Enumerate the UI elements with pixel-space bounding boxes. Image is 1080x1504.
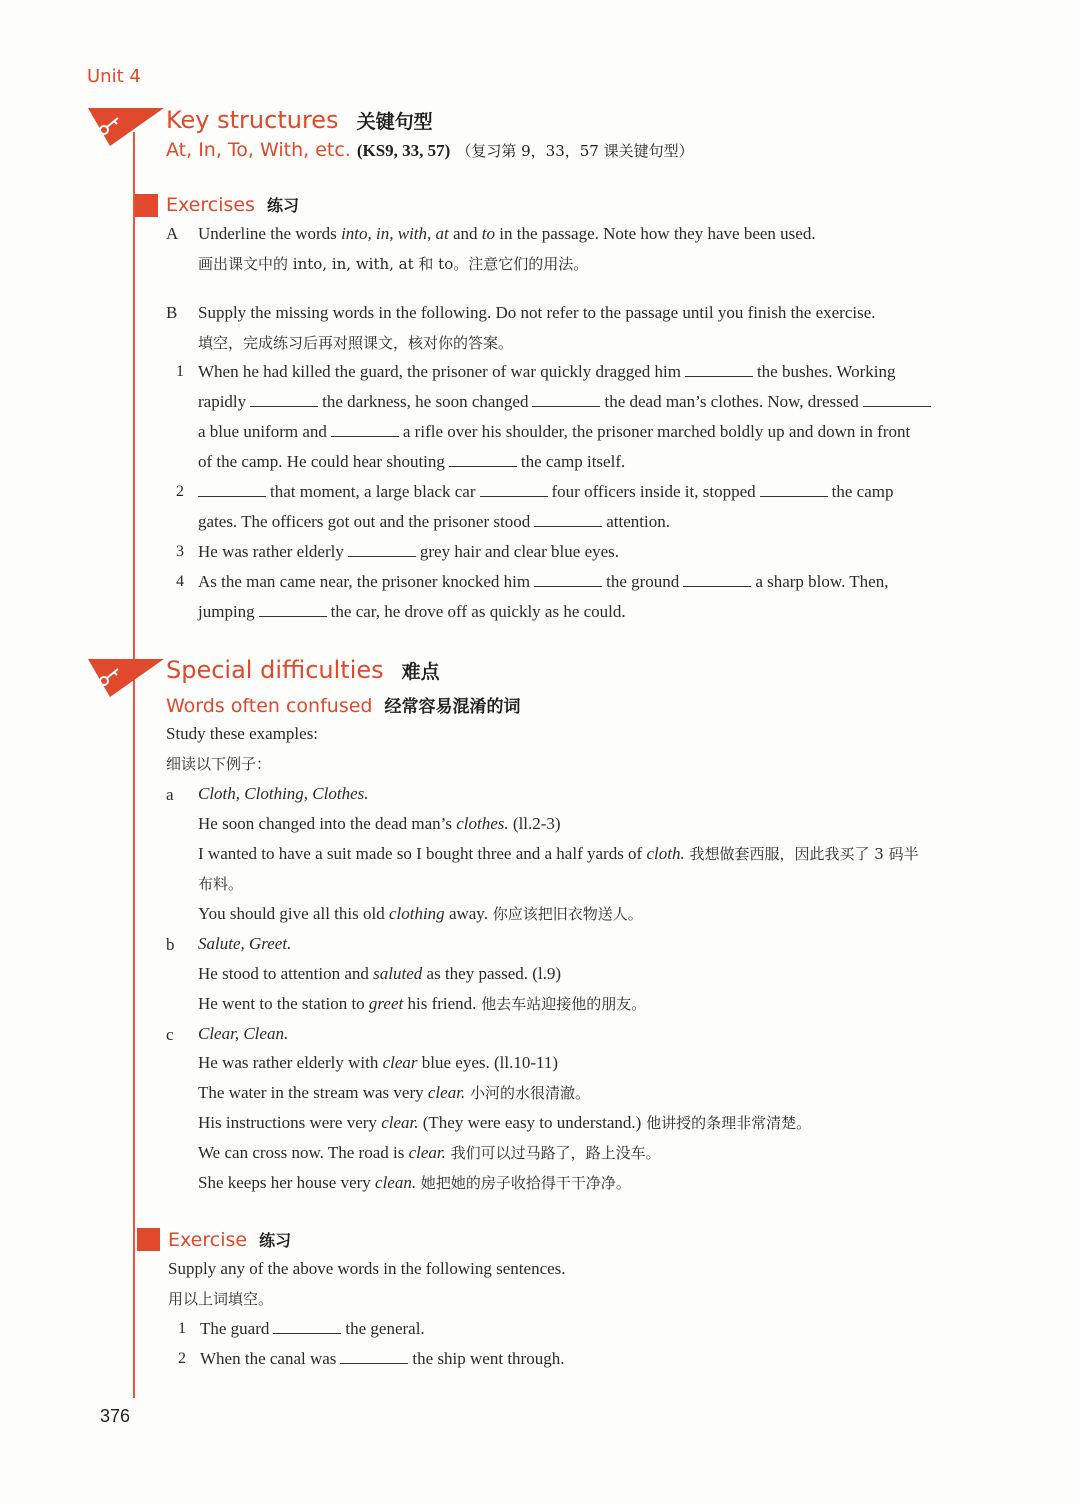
- item-number: 2: [178, 1350, 186, 1367]
- fill-blank[interactable]: [331, 422, 399, 437]
- special-subheading: [166, 692, 520, 717]
- text: to: [481, 224, 496, 243]
- fill-blank[interactable]: [863, 392, 931, 407]
- text: The water in the stream was very: [198, 1083, 428, 1102]
- key-structures-ref: (KS9, 33, 57): [356, 141, 451, 160]
- text: clear.: [408, 1143, 446, 1162]
- special-intro: Study these examples:: [166, 724, 319, 743]
- text: He stood to attention and: [198, 964, 374, 983]
- text: grey hair and clear blue eyes.: [419, 542, 620, 561]
- margin-rule: [133, 132, 135, 1398]
- exercise-a-instruction: [198, 219, 816, 249]
- item-number: 2: [176, 483, 184, 500]
- special-intro-cn: 细读以下例子：: [166, 755, 272, 773]
- text: the dead man’s clothes. Now, dressed: [604, 392, 859, 411]
- example-b-label: b: [166, 935, 175, 954]
- fill-blank[interactable]: [259, 602, 327, 617]
- text: Clear, Clean.: [198, 1024, 289, 1043]
- special-sub: Words often confused: [166, 695, 373, 717]
- text: gates. The officers got out and the prisoner stood: [198, 512, 531, 531]
- text: When he had killed the guard, the prisoner of war quickly dragged him: [198, 362, 681, 381]
- exercise-b-label: B: [166, 303, 178, 322]
- text: the ship went through.: [412, 1349, 565, 1368]
- text: the general.: [345, 1319, 425, 1338]
- fill-blank[interactable]: [348, 542, 416, 557]
- text: a rifle over his shoulder, the prisoner marched boldly up and down in front: [402, 422, 911, 441]
- special-heading: [166, 656, 440, 684]
- text: in the passage. Note how they have been used.: [495, 224, 816, 243]
- exercises-heading: [166, 193, 299, 216]
- text: clear.: [381, 1113, 419, 1132]
- text: He was rather elderly with: [198, 1053, 383, 1072]
- text: (They were easy to understand.): [418, 1113, 642, 1132]
- exercises-title-cn: 练习: [266, 196, 299, 215]
- exercise-a-cn: 画出课文中的 into, in, with, at 和 to。注意它们的用法。: [198, 255, 589, 273]
- text: blue eyes. (ll.10-11): [417, 1053, 559, 1072]
- text: clear: [382, 1053, 418, 1072]
- text: the car, he drove off as quickly as he could.: [330, 602, 626, 621]
- example-c-line3: [198, 1108, 811, 1138]
- text: cloth.: [646, 844, 685, 863]
- page-number: 376: [100, 1406, 131, 1426]
- fill-blank[interactable]: [198, 482, 266, 497]
- example-a-line2-cont: 布料。: [198, 875, 244, 893]
- exercises-title: Exercises: [166, 194, 255, 216]
- text: Underline the words: [198, 224, 342, 243]
- fill-blank[interactable]: [250, 392, 318, 407]
- example-c-line4: [198, 1138, 661, 1168]
- exercise2-item2: [200, 1344, 564, 1374]
- special-sub-cn: 经常容易混淆的词: [384, 697, 521, 717]
- text: 小河的水很清澈。: [465, 1084, 590, 1102]
- text: 他去车站迎接他的朋友。: [476, 995, 647, 1013]
- unit-label: Unit 4: [87, 66, 141, 87]
- section-marker: [137, 1228, 160, 1251]
- text: When the canal was: [200, 1349, 337, 1368]
- text: His instructions were very: [198, 1113, 382, 1132]
- text: of the camp. He could hear shouting: [198, 452, 445, 471]
- example-b-line2: [198, 989, 646, 1019]
- example-b-head: [198, 929, 291, 959]
- text: He soon changed into the dead man’s: [198, 814, 457, 833]
- special-title-cn: 难点: [401, 661, 440, 683]
- b2-line1: [198, 477, 893, 507]
- text: into, in, with, at: [341, 224, 449, 243]
- key-structures-heading: [166, 106, 433, 134]
- key-icon: [88, 106, 166, 148]
- text: the ground: [606, 572, 680, 591]
- exercise2-title-cn: 练习: [259, 1231, 292, 1250]
- exercise-a-label: A: [166, 224, 179, 243]
- special-title: Special difficulties: [166, 656, 384, 684]
- example-a-line3: [198, 899, 643, 929]
- example-c-head: [198, 1019, 288, 1049]
- b1-line1: [198, 357, 896, 387]
- example-a-label: a: [166, 785, 174, 804]
- item-number: 1: [176, 363, 184, 380]
- fill-blank[interactable]: [273, 1319, 341, 1334]
- text: 我想做套西服，因此我买了 3 码半: [684, 845, 919, 863]
- b4-line2: [198, 597, 626, 627]
- item-number: 3: [176, 543, 184, 560]
- text: The guard: [200, 1319, 270, 1338]
- text: the darkness, he soon changed: [322, 392, 529, 411]
- text: clothing: [388, 904, 445, 923]
- exercise2-heading: [168, 1228, 291, 1251]
- example-b-line1: [198, 959, 561, 989]
- example-c-line1: [198, 1048, 558, 1078]
- text: a sharp blow. Then,: [755, 572, 889, 591]
- text: (ll.2-3): [508, 814, 561, 833]
- text: I wanted to have a suit made so I bought three and a half yards of: [198, 844, 647, 863]
- item-number: 4: [176, 573, 184, 590]
- fill-blank[interactable]: [534, 512, 602, 527]
- text: the camp itself.: [520, 452, 626, 471]
- text: clothes.: [456, 814, 509, 833]
- text: 她把她的房子收拾得干干净净。: [416, 1174, 631, 1192]
- text: She keeps her house very: [198, 1173, 376, 1192]
- text: clean.: [375, 1173, 417, 1192]
- section-marker: [135, 194, 158, 217]
- example-a-line2: [198, 839, 919, 869]
- exercise2-instruction: Supply any of the above words in the following sentences.: [168, 1259, 566, 1278]
- example-a-line1: [198, 809, 561, 839]
- b3-line1: [198, 537, 619, 567]
- fill-blank[interactable]: [449, 452, 517, 467]
- text: the bushes. Working: [756, 362, 896, 381]
- b1-line4: [198, 447, 625, 477]
- text: greet: [368, 994, 404, 1013]
- text: clear.: [427, 1083, 466, 1102]
- example-a-head: [198, 779, 369, 809]
- text: 他讲授的条理非常清楚。: [641, 1114, 812, 1132]
- example-c-line2: [198, 1078, 590, 1108]
- text: saluted: [373, 964, 423, 983]
- text: You should give all this old: [198, 904, 389, 923]
- exercise2-cn: 用以上词填空。: [168, 1290, 274, 1308]
- fill-blank[interactable]: [685, 362, 753, 377]
- text: away.: [444, 904, 488, 923]
- b2-line2: [198, 507, 670, 537]
- exercise2-item1: [200, 1314, 425, 1344]
- text: 我们可以过马路了，路上没车。: [445, 1144, 661, 1162]
- b4-line1: [198, 567, 888, 597]
- text: and: [448, 224, 482, 243]
- text: Cloth, Clothing, Clothes.: [198, 784, 369, 803]
- fill-blank[interactable]: [340, 1349, 408, 1364]
- exercise-b-instruction: Supply the missing words in the following. Do not refer to the passage until you finish the exercise.: [198, 303, 876, 322]
- text: that moment, a large black car: [270, 482, 476, 501]
- key-structures-title: Key structures: [166, 106, 339, 134]
- text: He was rather elderly: [198, 542, 344, 561]
- text: the camp: [831, 482, 894, 501]
- text: Salute, Greet.: [198, 934, 292, 953]
- item-number: 1: [178, 1320, 186, 1337]
- fill-blank[interactable]: [683, 572, 751, 587]
- b1-line3: [198, 417, 910, 447]
- key-structures-ref-cn: （复习第 9，33，57 课关键句型）: [456, 142, 694, 160]
- fill-blank[interactable]: [480, 482, 548, 497]
- text: a blue uniform and: [198, 422, 327, 441]
- text: We can cross now. The road is: [198, 1143, 409, 1162]
- text: attention.: [606, 512, 670, 531]
- exercise2-title: Exercise: [168, 1229, 248, 1251]
- fill-blank[interactable]: [760, 482, 828, 497]
- fill-blank[interactable]: [532, 392, 600, 407]
- text: 你应该把旧衣物送人。: [487, 905, 643, 923]
- example-c-label: c: [166, 1025, 174, 1044]
- fill-blank[interactable]: [534, 572, 602, 587]
- key-structures-subtitle: At, In, To, With, etc.: [166, 139, 351, 161]
- key-structures-title-cn: 关键句型: [356, 111, 433, 133]
- text: jumping: [198, 602, 255, 621]
- exercise-b-cn: 填空，完成练习后再对照课文，核对你的答案。: [198, 334, 514, 352]
- text: as they passed. (l.9): [422, 964, 562, 983]
- text: rapidly: [198, 392, 247, 411]
- text: He went to the station to: [198, 994, 369, 1013]
- key-structures-subtitle-line: [166, 139, 694, 161]
- text: four officers inside it, stopped: [551, 482, 756, 501]
- text: As the man came near, the prisoner knocked him: [198, 572, 531, 591]
- key-icon: [88, 657, 166, 699]
- example-c-line5: [198, 1168, 631, 1198]
- b1-line2: [198, 387, 935, 417]
- text: his friend.: [403, 994, 477, 1013]
